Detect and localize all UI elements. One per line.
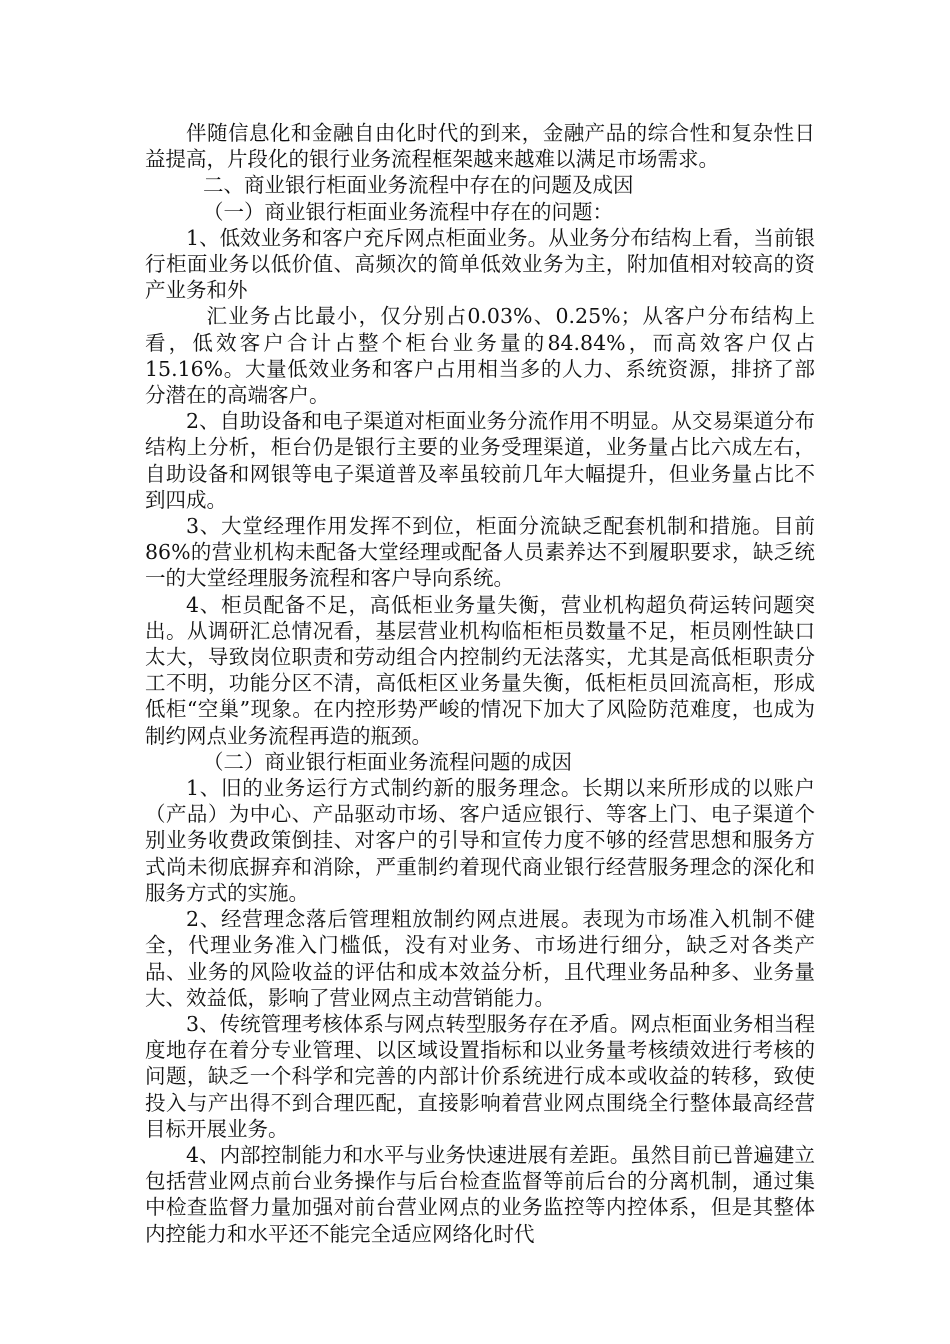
problem-paragraph-1-continued: 汇业务占比最小，仅分别占0.03%、0.25%；从客户分布结构上看，低效客户合计占整个柜台业务量的84.84%，而高效客户仅占15.16%。大量低效业务和客户占用相当多的人力、系统资源，排挤了部分潜在的高端客户。 — [145, 304, 815, 408]
section-heading: 二、商业银行柜面业务流程中存在的问题及成因 — [203, 173, 634, 198]
subsection-heading-problems: （一）商业银行柜面业务流程中存在的问题： — [203, 199, 613, 224]
problem-paragraph-2: 2、自助设备和电子渠道对柜面业务分流作用不明显。从交易渠道分布结构上分析，柜台仍是银行主要的业务受理渠道，业务量占比六成左右，自助设备和网银等电子渠道普及率虽较前几年大幅提升，但业务量占比不到四成。 — [145, 409, 815, 512]
problem-paragraph-4: 4、柜员配备不足，高低柜业务量失衡，营业机构超负荷运转问题突出。从调研汇总情况看，基层营业机构临柜柜员数量不足，柜员刚性缺口太大，导致岗位职责和劳动组合内控制约无法落实，尤其是高低柜职责分工不明，功能分区不清，高低柜区业务量失衡，低柜柜员回流高柜，形成低柜“空巢”现象。在内控形势严峻的情况下加大了风险防范难度，也成为制约网点业务流程再造的瓶颈。 — [145, 592, 815, 748]
intro-paragraph: 伴随信息化和金融自由化时代的到来，金融产品的综合性和复杂性日益提高，片段化的银行业务流程框架越来越难以满足市场需求。 — [145, 121, 815, 172]
cause-paragraph-1: 1、旧的业务运行方式制约新的服务理念。长期以来所形成的以账户（产品）为中心、产品驱动市场、客户适应银行、等客上门、电子渠道个别业务收费政策倒挂、对客户的引导和宣传力度不够的经营思想和服务方式尚未彻底摒弃和消除，严重制约着现代商业银行经营服务理念的深化和服务方式的实施。 — [145, 776, 815, 905]
subsection-heading-causes: （二）商业银行柜面业务流程问题的成因 — [203, 749, 572, 774]
problem-paragraph-1: 1、低效业务和客户充斥网点柜面业务。从业务分布结构上看，当前银行柜面业务以低价值、高频次的简单低效业务为主，附加值相对较高的资产业务和外 — [145, 225, 815, 303]
cause-paragraph-2: 2、经营理念落后管理粗放制约网点进展。表现为市场准入机制不健全，代理业务准入门槛低，没有对业务、市场进行细分，缺乏对各类产品、业务的风险收益的评估和成本效益分析，且代理业务品种多、业务量大、效益低，影响了营业网点主动营销能力。 — [145, 907, 815, 1010]
problem-paragraph-3: 3、大堂经理作用发挥不到位，柜面分流缺乏配套机制和措施。目前86%的营业机构未配备大堂经理或配备人员素养达不到履职要求，缺乏统一的大堂经理服务流程和客户导向系统。 — [145, 514, 815, 591]
cause-paragraph-4: 4、内部控制能力和水平与业务快速进展有差距。虽然目前已普遍建立包括营业网点前台业务操作与后台检查监督等前后台的分离机制，通过集中检查监督力量加强对前台营业网点的业务监控等内控体系，但是其整体内控能力和水平还不能完全适应网络化时代 — [145, 1142, 815, 1246]
cause-paragraph-3: 3、传统管理考核体系与网点转型服务存在矛盾。网点柜面业务相当程度地存在着分专业管理、以区域设置指标和以业务量考核绩效进行考核的问题，缺乏一个科学和完善的内部计价系统进行成本或收益的转移，致使投入与产出得不到合理匹配，直接影响着营业网点围绕全行整体最高经营目标开展业务。 — [145, 1011, 815, 1141]
document-body — [145, 120, 815, 1247]
